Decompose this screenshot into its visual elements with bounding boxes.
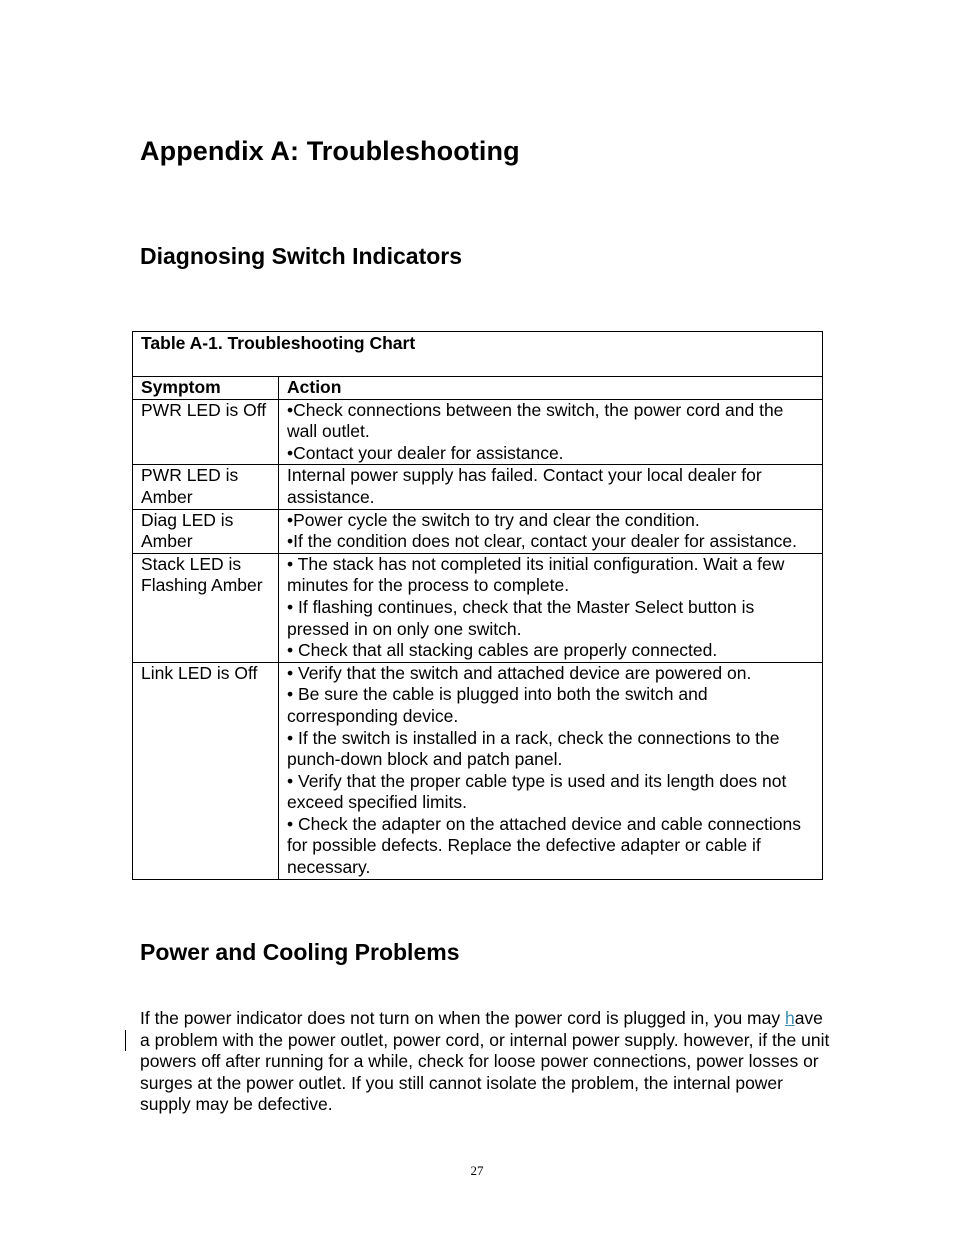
action-cell	[279, 399, 823, 465]
action-item: •If the condition does not clear, contact your dealer for assistance.	[287, 531, 798, 552]
symptom-text: PWR LED is Off	[141, 399, 267, 420]
action-item: • If flashing continues, check that the Master Select button is pressed in on only one switch.	[287, 596, 755, 639]
action-item: • If the switch is installed in a rack, check the connections to the punch-down block and patch panel.	[287, 727, 780, 770]
action-item: • Verify that the proper cable type is used and its length does not exceed specified limits.	[287, 770, 787, 813]
column-header-action: Action	[279, 377, 823, 400]
symptom-text: Flashing Amber	[141, 575, 263, 596]
symptom-text: PWR LED is	[141, 465, 239, 486]
action-item: Internal power supply has failed. Contact your local dealer for assistance.	[287, 465, 762, 507]
symptom-text: Link LED is Off	[141, 662, 258, 683]
table-caption-row	[133, 332, 823, 377]
column-header-symptom: Symptom	[133, 377, 279, 400]
symptom-text: Amber	[141, 531, 193, 552]
page-title: Appendix A: Troubleshooting	[140, 136, 520, 166]
action-item: • Verify that the switch and attached device are powered on.	[287, 662, 752, 683]
action-cell	[279, 509, 823, 553]
table-row	[133, 509, 823, 553]
action-cell	[279, 465, 823, 509]
table-header-row	[133, 377, 823, 400]
table-row	[133, 465, 823, 509]
table-row	[133, 399, 823, 465]
action-item: • Check the adapter on the attached device and cable connections for possible defects. Replace the defective adapter or cable if necessary.	[287, 813, 801, 878]
symptom-cell	[133, 465, 279, 509]
symptom-text: Diag LED is	[141, 509, 234, 530]
action-cell	[279, 553, 823, 662]
action-item: • Be sure the cable is plugged into both the switch and corresponding device.	[287, 684, 708, 726]
symptom-cell	[133, 662, 279, 879]
troubleshooting-table	[132, 331, 823, 880]
paragraph-highlight: h	[784, 1008, 795, 1028]
section-heading-diagnosing: Diagnosing Switch Indicators	[140, 243, 463, 269]
symptom-cell	[133, 399, 279, 465]
symptom-text: Amber	[141, 486, 193, 507]
symptom-cell	[133, 553, 279, 662]
power-cooling-paragraph	[140, 1008, 830, 1116]
symptom-text: Stack LED is	[141, 553, 242, 574]
action-item: • The stack has not completed its initial configuration. Wait a few minutes for the process to complete.	[287, 553, 785, 596]
action-cell	[279, 662, 823, 879]
action-item: •Contact your dealer for assistance.	[287, 442, 564, 463]
symptom-cell	[133, 509, 279, 553]
revision-change-bar	[125, 1030, 126, 1051]
paragraph-text-start: If the power indicator does not turn on when the power cord is plugged in, you may	[140, 1008, 785, 1028]
paragraph-text-end: ave a problem with the power outlet, power cord, or internal power supply. however, if the unit powers off after running for a while, check for loose power connections, power losses or surges at the power outlet. If you still cannot isolate the problem, the internal power supply may be defective.	[140, 1008, 830, 1115]
action-item: • Check that all stacking cables are properly connected.	[287, 640, 718, 661]
table-row	[133, 662, 823, 879]
section-heading-power-cooling: Power and Cooling Problems	[140, 939, 460, 965]
table-row	[133, 553, 823, 662]
action-item: •Check connections between the switch, the power cord and the wall outlet.	[287, 399, 784, 442]
action-item: •Power cycle the switch to try and clear the condition.	[287, 509, 700, 530]
table-caption: Table A-1. Troubleshooting Chart	[133, 332, 823, 377]
page-number: 27	[470, 1163, 484, 1178]
